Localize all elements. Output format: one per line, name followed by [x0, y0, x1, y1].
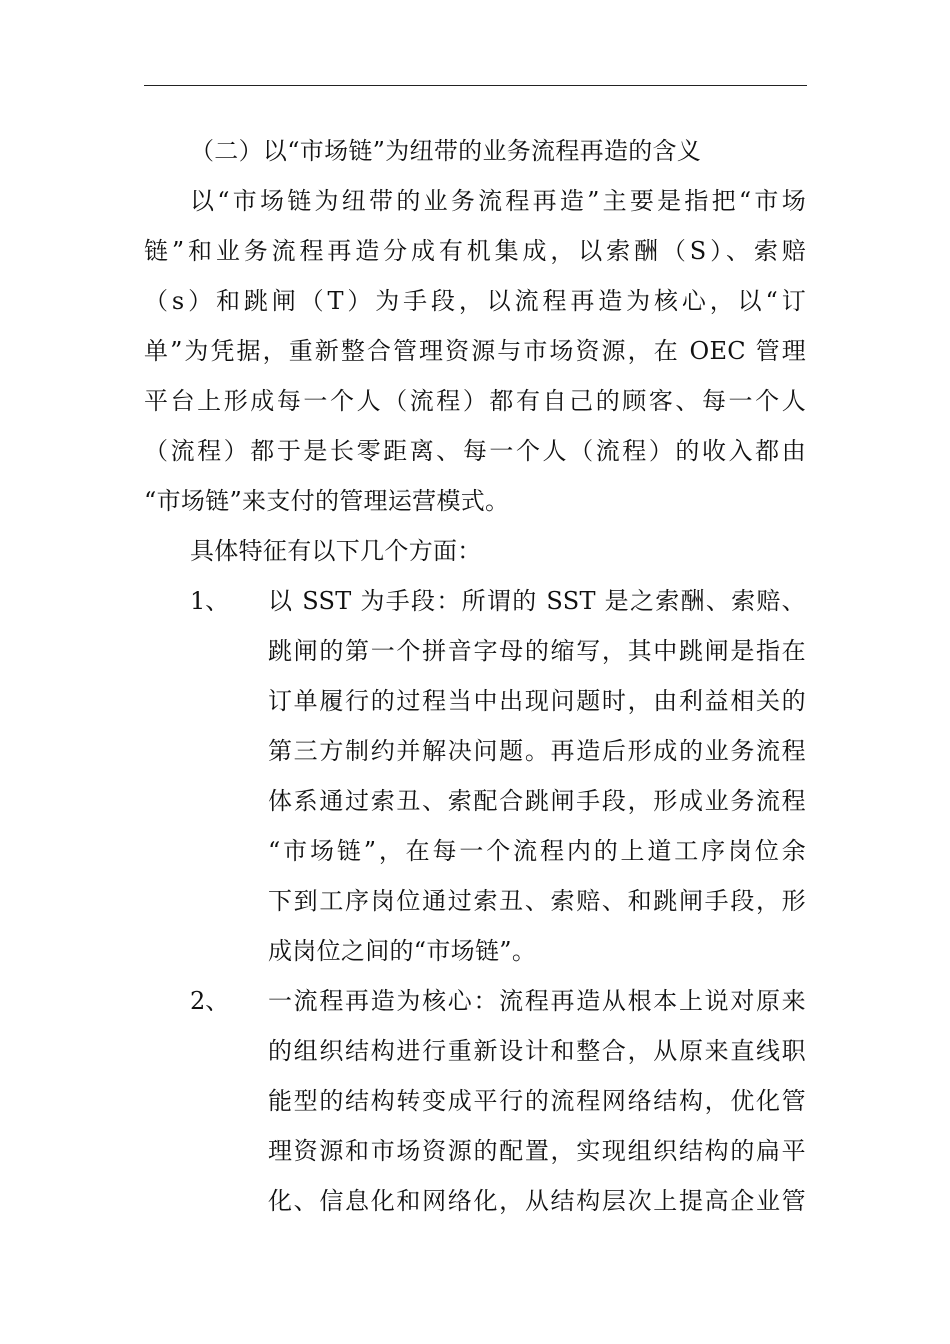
header-rule [144, 85, 807, 86]
list-item-line: 能型的结构转变成平行的流程网络结构，优化管 [268, 1087, 806, 1115]
list-number: 1、 [190, 587, 230, 615]
paragraph-line: 单”为凭据，重新整合管理资源与市场资源，在 OEC 管理 [144, 337, 806, 365]
list-item-line: 订单履行的过程当中出现问题时，由利益相关的 [268, 687, 806, 715]
paragraph-line: （流程）都于是长零距离、每一个人（流程）的收入都由 [144, 437, 806, 465]
section-heading: （二）以“市场链”为纽带的业务流程再造的含义 [190, 137, 702, 165]
list-item-line: 体系通过索丑、索配合跳闸手段，形成业务流程 [268, 787, 806, 815]
list-item-line: 第三方制约并解决问题。再造后形成的业务流程 [268, 737, 806, 765]
list-item-line: 理资源和市场资源的配置，实现组织结构的扁平 [268, 1137, 806, 1165]
list-item-line: 下到工序岗位通过索丑、索赔、和跳闸手段，形 [268, 887, 806, 915]
paragraph-line: 平台上形成每一个人（流程）都有自己的顾客、每一个人 [144, 387, 806, 415]
list-item-line: 一流程再造为核心：流程再造从根本上说对原来 [268, 987, 806, 1015]
list-item-line: 成岗位之间的“市场链”。 [268, 937, 537, 965]
paragraph-line: 链”和业务流程再造分成有机集成，以索酬（S）、索赔 [144, 237, 806, 265]
list-number: 2、 [190, 987, 230, 1015]
list-item-line: 跳闸的第一个拼音字母的缩写，其中跳闸是指在 [268, 637, 806, 665]
paragraph-intro: 具体特征有以下几个方面： [190, 537, 482, 565]
list-item-line: 化、信息化和网络化，从结构层次上提高企业管 [268, 1187, 806, 1215]
paragraph-line: “市场链”来支付的管理运营模式。 [144, 487, 510, 515]
paragraph-line: （s）和跳闸（T）为手段，以流程再造为核心，以“订 [144, 287, 806, 315]
list-item-line: 的组织结构进行重新设计和整合，从原来直线职 [268, 1037, 806, 1065]
list-item-line: 以 SST 为手段：所谓的 SST 是之索酬、索赔、 [268, 587, 806, 615]
list-item-line: “市场链”，在每一个流程内的上道工序岗位余 [268, 837, 806, 865]
paragraph-line: 以“市场链为纽带的业务流程再造”主要是指把“市场 [190, 187, 806, 215]
